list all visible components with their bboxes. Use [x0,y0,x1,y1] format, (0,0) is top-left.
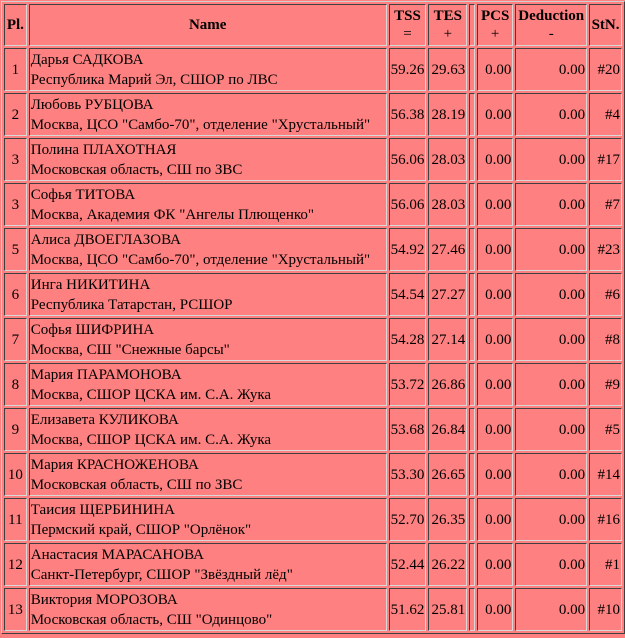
gap-cell [469,318,475,361]
name-cell [29,183,387,226]
name-cell [29,93,387,136]
name-cell [29,588,387,631]
skater-club: Московская область, СШ "Одинцово" [30,611,273,628]
tes-cell: 26.35 [428,498,467,541]
skater-name: Инга НИКИТИНА [30,276,151,293]
pcs-cell: 0.00 [477,48,513,91]
pcs-cell: 0.00 [477,93,513,136]
stn-cell: #14 [589,453,622,496]
tes-cell: 26.65 [428,453,467,496]
tss-cell: 56.38 [389,93,427,136]
pcs-cell: 0.00 [477,543,513,586]
tss-cell: 53.72 [389,363,427,406]
skater-name: Софья ТИТОВА [30,186,136,203]
stn-cell: #4 [589,93,622,136]
place-cell: 8 [4,363,27,406]
skater-club: Пермский край, СШОР "Орлёнок" [30,521,252,538]
table-row [4,453,622,496]
stn-cell: #17 [589,138,622,181]
tss-cell: 51.62 [389,588,427,631]
gap-cell [469,183,475,226]
skater-club: Москва, ЦСО "Самбо-70", отделение "Хрустальный" [30,251,371,268]
header-tss: TSS = [389,4,427,46]
table-row [4,498,622,541]
name-cell [29,363,387,406]
tss-cell: 52.44 [389,543,427,586]
deduction-cell: 0.00 [515,93,587,136]
name-cell [29,48,387,91]
tss-cell: 53.68 [389,408,427,451]
deduction-cell: 0.00 [515,228,587,271]
name-cell [29,138,387,181]
tes-cell: 25.81 [428,588,467,631]
table-row [4,228,622,271]
stn-cell: #8 [589,318,622,361]
tes-cell: 28.03 [428,138,467,181]
skater-name: Виктория МОРОЗОВА [30,591,178,608]
skater-name: Таисия ЩЕРБИНИНА [30,501,175,518]
stn-cell: #7 [589,183,622,226]
skater-name: Елизавета КУЛИКОВА [30,411,179,428]
pcs-cell: 0.00 [477,408,513,451]
pcs-cell: 0.00 [477,138,513,181]
table-row [4,273,622,316]
tss-cell: 54.92 [389,228,427,271]
name-cell [29,498,387,541]
stn-cell: #6 [589,273,622,316]
place-cell: 5 [4,228,27,271]
name-cell [29,543,387,586]
results-body [4,48,622,631]
gap-cell [469,363,475,406]
tss-cell: 59.26 [389,48,427,91]
pcs-cell: 0.00 [477,453,513,496]
tes-cell: 27.46 [428,228,467,271]
table-row [4,408,622,451]
skater-name: Мария ПАРАМОНОВА [30,366,182,383]
table-row [4,48,622,91]
skater-name: Алиса ДВОЕГЛАЗОВА [30,231,181,248]
header-pcs: PCS + [477,4,513,46]
skater-name: Полина ПЛАХОТНАЯ [30,141,177,158]
name-cell [29,228,387,271]
tss-cell: 54.28 [389,318,427,361]
gap-cell [469,228,475,271]
place-cell: 6 [4,273,27,316]
skater-name: Софья ШИФРИНА [30,321,155,338]
tes-cell: 27.14 [428,318,467,361]
tes-cell: 26.86 [428,363,467,406]
name-cell [29,408,387,451]
pcs-cell: 0.00 [477,273,513,316]
skater-club: Санкт-Петербург, СШОР "Звёздный лёд" [30,566,293,583]
deduction-cell: 0.00 [515,408,587,451]
place-cell: 2 [4,93,27,136]
table-row [4,183,622,226]
header-pl: Pl. [4,4,27,46]
stn-cell: #5 [589,408,622,451]
name-cell [29,453,387,496]
pcs-cell: 0.00 [477,498,513,541]
skater-name: Мария КРАСНОЖЕНОВА [30,456,199,473]
table-row [4,588,622,631]
gap-cell [469,543,475,586]
place-cell: 11 [4,498,27,541]
tes-cell: 27.27 [428,273,467,316]
deduction-cell: 0.00 [515,138,587,181]
tss-cell: 56.06 [389,183,427,226]
deduction-cell: 0.00 [515,498,587,541]
stn-cell: #20 [589,48,622,91]
skater-club: Москва, СШОР ЦСКА им. С.А. Жука [30,386,272,403]
tes-cell: 26.84 [428,408,467,451]
table-row [4,138,622,181]
deduction-cell: 0.00 [515,318,587,361]
place-cell: 9 [4,408,27,451]
header-name: Name [29,4,387,46]
name-cell [29,273,387,316]
stn-cell: #1 [589,543,622,586]
tss-cell: 53.30 [389,453,427,496]
gap-cell [469,453,475,496]
place-cell: 10 [4,453,27,496]
skater-name: Дарья САДКОВА [30,51,144,68]
stn-cell: #23 [589,228,622,271]
deduction-cell: 0.00 [515,453,587,496]
pcs-cell: 0.00 [477,588,513,631]
place-cell: 3 [4,138,27,181]
header-gap [469,4,475,46]
skater-club: Республика Татарстан, РСШОР [30,296,233,313]
deduction-cell: 0.00 [515,273,587,316]
place-cell: 13 [4,588,27,631]
table-row [4,318,622,361]
gap-cell [469,498,475,541]
deduction-cell: 0.00 [515,183,587,226]
table-row [4,543,622,586]
place-cell: 12 [4,543,27,586]
header-deduction: Deduction - [515,4,587,46]
place-cell: 3 [4,183,27,226]
tes-cell: 26.22 [428,543,467,586]
gap-cell [469,93,475,136]
tss-cell: 54.54 [389,273,427,316]
skater-club: Республика Марий Эл, СШОР по ЛВС [30,71,278,88]
skater-club: Москва, ЦСО "Самбо-70", отделение "Хрустальный" [30,116,371,133]
pcs-cell: 0.00 [477,183,513,226]
skater-name: Анастасия МАРАСАНОВА [30,546,204,563]
deduction-cell: 0.00 [515,363,587,406]
skater-club: Московская область, СШ по ЗВС [30,476,243,493]
pcs-cell: 0.00 [477,363,513,406]
gap-cell [469,138,475,181]
header-tes: TES + [428,4,467,46]
gap-cell [469,273,475,316]
table-row [4,93,622,136]
pcs-cell: 0.00 [477,228,513,271]
tes-cell: 28.19 [428,93,467,136]
tes-cell: 29.63 [428,48,467,91]
tes-cell: 28.03 [428,183,467,226]
stn-cell: #16 [589,498,622,541]
gap-cell [469,408,475,451]
name-cell [29,318,387,361]
skater-name: Любовь РУБЦОВА [30,96,154,113]
results-table [1,1,625,634]
header-stn: StN. [589,4,622,46]
tss-cell: 52.70 [389,498,427,541]
skater-club: Москва, СШОР ЦСКА им. С.А. Жука [30,431,272,448]
deduction-cell: 0.00 [515,48,587,91]
tss-cell: 56.06 [389,138,427,181]
deduction-cell: 0.00 [515,588,587,631]
header-row [4,4,622,46]
pcs-cell: 0.00 [477,318,513,361]
place-cell: 1 [4,48,27,91]
place-cell: 7 [4,318,27,361]
deduction-cell: 0.00 [515,543,587,586]
skater-club: Москва, СШ "Снежные барсы" [30,341,230,358]
gap-cell [469,48,475,91]
gap-cell [469,588,475,631]
table-row [4,363,622,406]
skater-club: Москва, Академия ФК "Ангелы Плющенко" [30,206,315,223]
stn-cell: #9 [589,363,622,406]
stn-cell: #10 [589,588,622,631]
skater-club: Московская область, СШ по ЗВС [30,161,243,178]
